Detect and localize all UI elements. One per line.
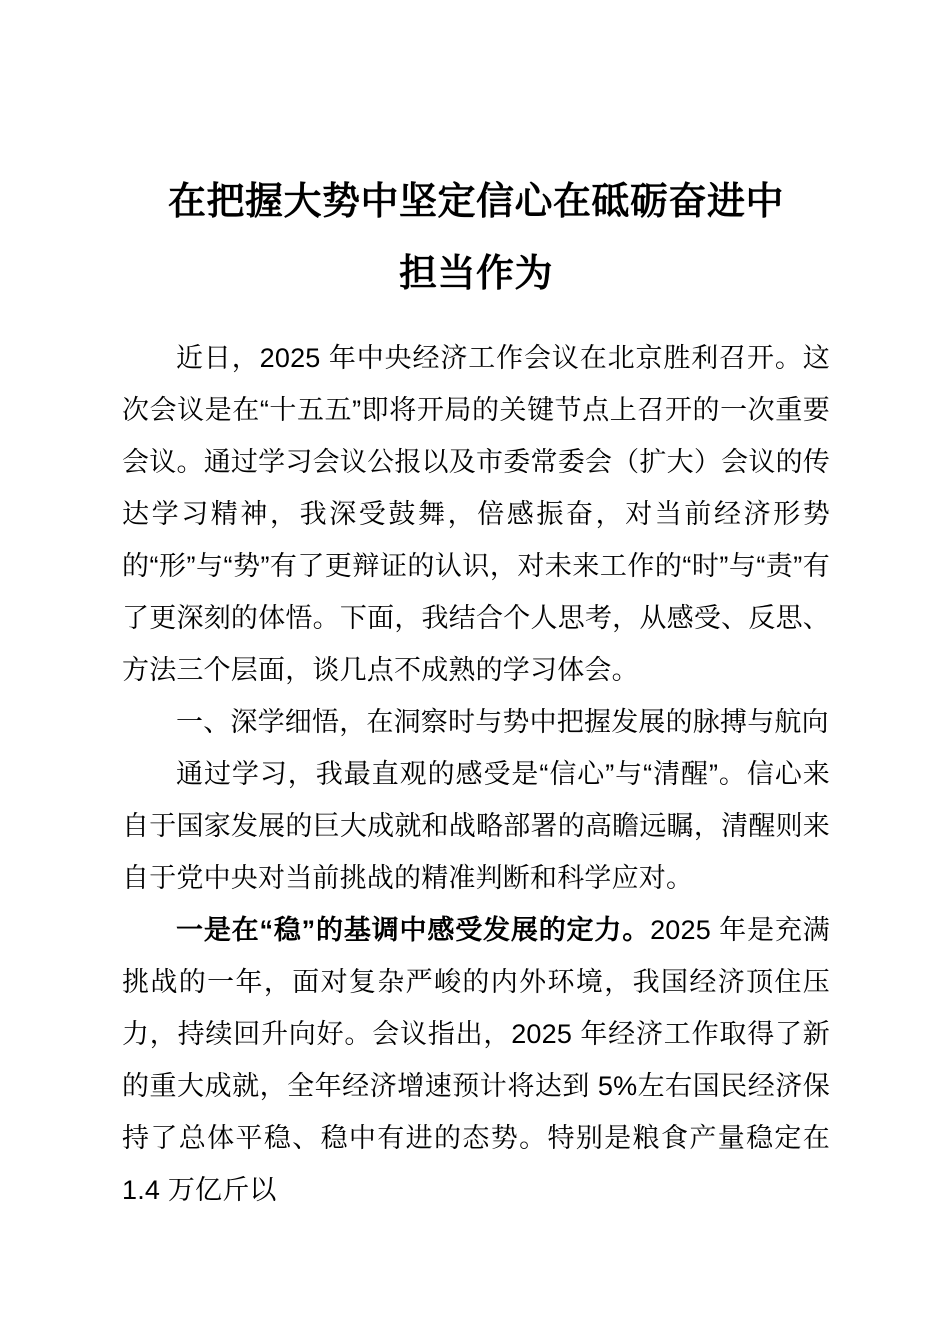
- document-body: [122, 332, 830, 1216]
- point-one-paragraph: [122, 904, 830, 1216]
- page-title-line-1: 在把握大势中坚定信心在砥砺奋进中: [167, 181, 784, 223]
- section-heading-one: 一、深学细悟，在洞察时与势中把握发展的脉搏与航向: [176, 707, 829, 737]
- page-title-line-2: 担当作为: [398, 253, 553, 295]
- opening-paragraph: 近日，2025 年中央经济工作会议在北京胜利召开。这次会议是在“十五五”即将开局的关键节点上召开的一次重要会议。通过学习会议公报以及市委常委会（扩大）会议的传达学习精神，我深受鼓舞，倍感振奋，对当前经济形势的“形”与“势”有了更辩证的认识，对未来工作的“时”与“责”有了更深刻的体悟。下面，我结合个人思考，从感受、反思、方法三个层面，谈几点不成熟的学习体会。: [122, 343, 830, 685]
- page-title: [122, 0, 830, 310]
- point-one-body: 2025 年是充满挑战的一年，面对复杂严峻的内外环境，我国经济顶住压力，持续回升向好。会议指出，2025 年经济工作取得了新的重大成就，全年经济增速预计将达到 5%左右国民经济保持了总体平稳、稳中有进的态势。特别是粮食产量稳定在 1.4 万亿斤以: [122, 915, 830, 1205]
- document-content: [122, 0, 830, 1216]
- section-one-intro-paragraph: 通过学习，我最直观的感受是“信心”与“清醒”。信心来自于国家发展的巨大成就和战略部署的高瞻远瞩，清醒则来自于党中央对当前挑战的精准判断和科学应对。: [122, 759, 830, 893]
- point-one-lead-in: 一是在“稳”的基调中感受发展的定力。: [176, 915, 651, 945]
